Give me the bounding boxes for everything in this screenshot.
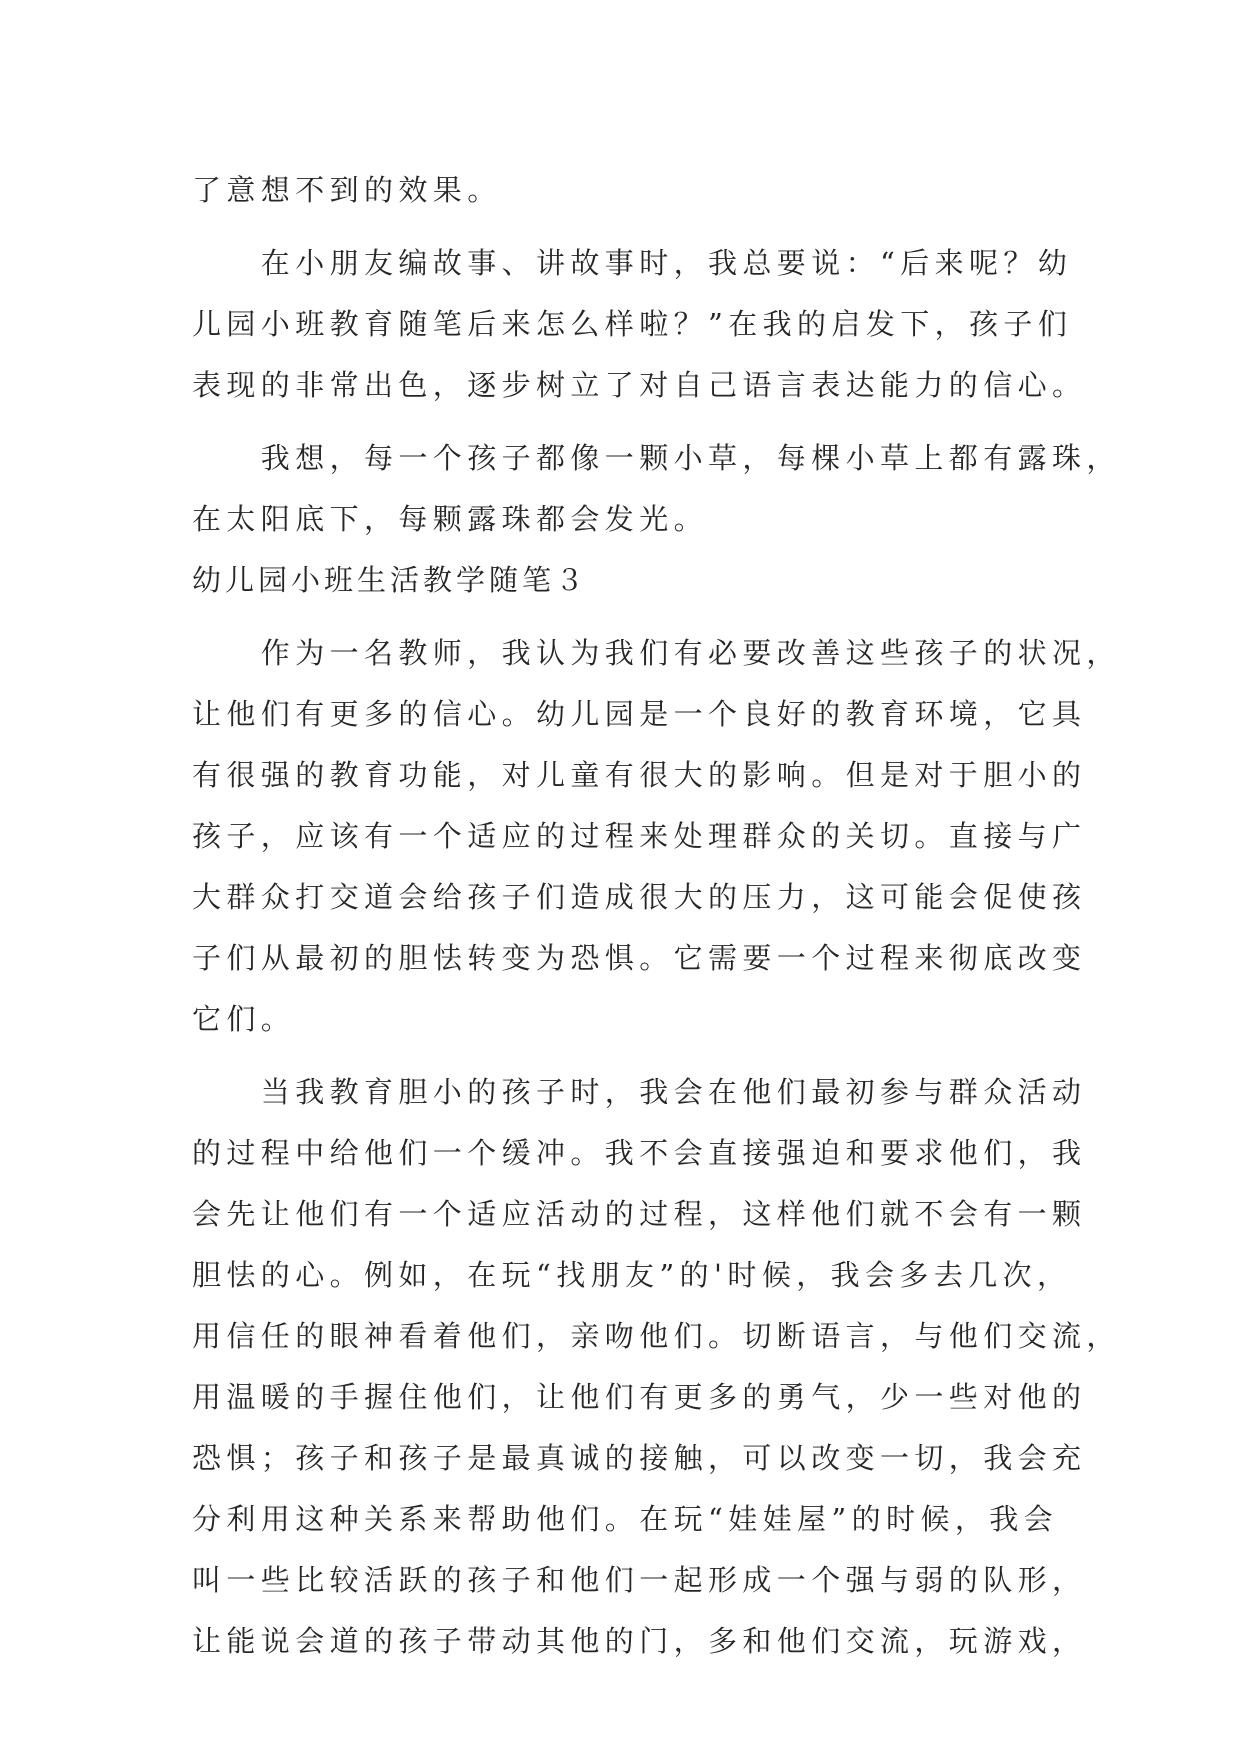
- text-line: 有很强的教育功能，对儿童有很大的影响。但是对于胆小的: [192, 758, 1087, 792]
- text-line: 儿园小班教育随笔后来怎么样啦？”在我的启发下，孩子们: [192, 307, 1073, 341]
- text-line: 表现的非常出色，逐步树立了对自己语言表达能力的信心。: [192, 368, 1087, 402]
- paragraph: [192, 233, 1087, 416]
- text-line: 让能说会道的孩子带动其他的门，多和他们交流，玩游戏，: [192, 1624, 1087, 1658]
- text-line: 会先让他们有一个适应活动的过程，这样他们就不会有一颗: [192, 1197, 1087, 1231]
- paragraph: [192, 623, 1121, 1050]
- document-body: [192, 160, 1121, 1672]
- text-line: 我想，每一个孩子都像一颗小草，每棵小草上都有露珠，: [192, 441, 1121, 475]
- text-line: 的过程中给他们一个缓冲。我不会直接强迫和要求他们，我: [192, 1136, 1087, 1170]
- text-line: 孩子，应该有一个适应的过程来处理群众的关切。直接与广: [192, 819, 1087, 853]
- text-line: 它们。: [192, 1002, 296, 1036]
- text-line: 了意想不到的效果。: [192, 173, 502, 207]
- text-line: 作为一名教师，我认为我们有必要改善这些孩子的状况，: [192, 636, 1121, 670]
- paragraph: [192, 1062, 1121, 1672]
- text-line: 当我教育胆小的孩子时，我会在他们最初参与群众活动: [192, 1075, 1087, 1109]
- paragraph: [192, 428, 1121, 550]
- text-line: 用温暖的手握住他们，让他们有更多的勇气，少一些对他的: [192, 1380, 1087, 1414]
- text-line: 用信任的眼神看着他们，亲吻他们。切断语言，与他们交流，: [192, 1319, 1121, 1353]
- text-line: 大群众打交道会给孩子们造成很大的压力，这可能会促使孩: [192, 880, 1087, 914]
- text-line: 子们从最初的胆怯转变为恐惧。它需要一个过程来彻底改变: [192, 941, 1087, 975]
- text-line: 让他们有更多的信心。幼儿园是一个良好的教育环境，它具: [192, 697, 1087, 731]
- text-line: 恐惧；孩子和孩子是最真诚的接触，可以改变一切，我会充: [192, 1441, 1087, 1475]
- paragraph: [192, 160, 1072, 221]
- text-line: 叫一些比较活跃的孩子和他们一起形成一个强与弱的队形，: [192, 1563, 1087, 1597]
- text-line: 胆怯的心。例如，在玩“找朋友”的'时候，我会多去几次，: [192, 1258, 1072, 1292]
- heading-text: 幼儿园小班生活教学随笔３: [192, 563, 589, 597]
- text-line: 分利用这种关系来帮助他们。在玩“娃娃屋”的时候，我会: [192, 1502, 1059, 1536]
- text-line: 在太阳底下，每颗露珠都会发光。: [192, 502, 709, 536]
- section-heading: [192, 550, 1072, 611]
- text-line: 在小朋友编故事、讲故事时，我总要说：“后来呢？幼: [192, 246, 1073, 280]
